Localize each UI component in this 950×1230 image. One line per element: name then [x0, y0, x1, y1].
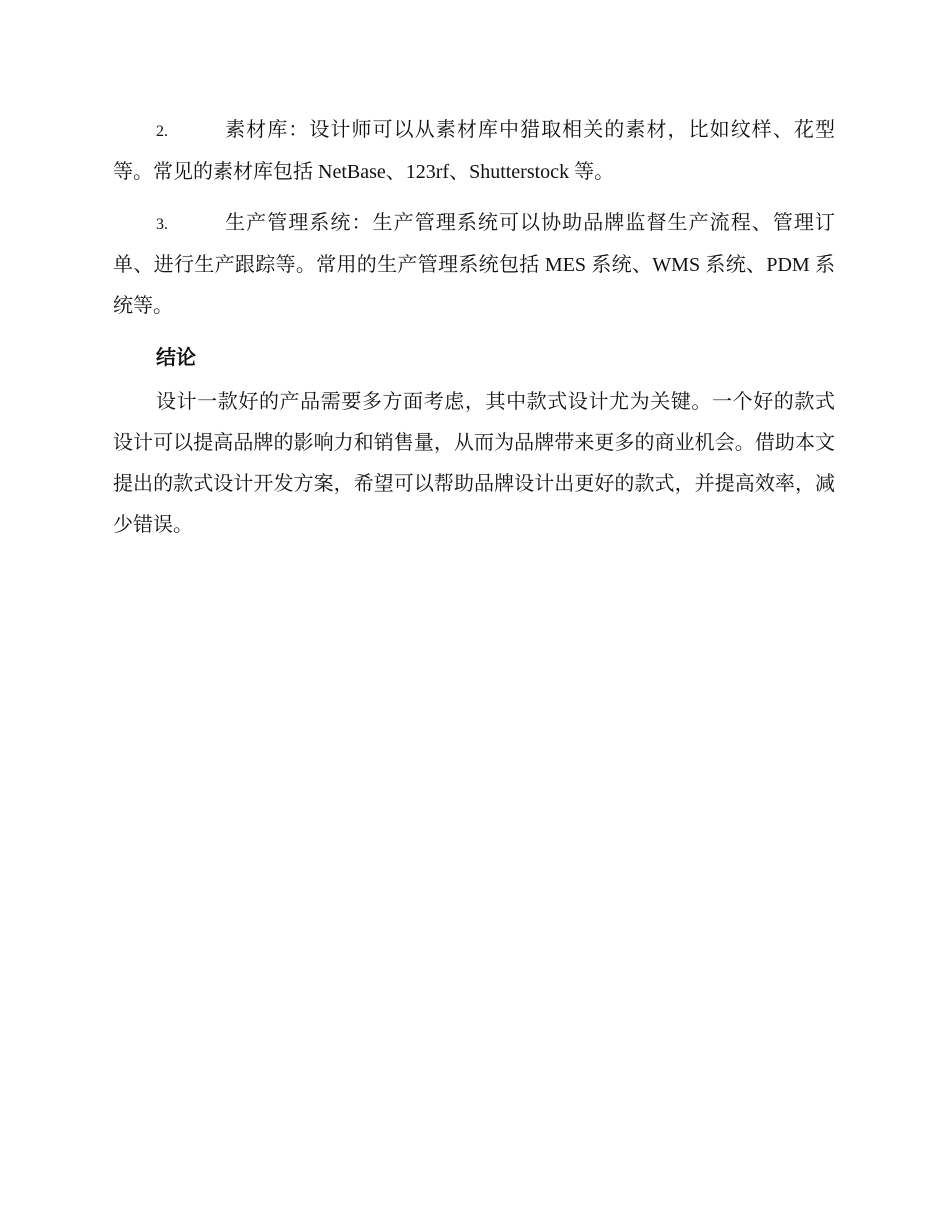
list-item-text: 素材库：设计师可以从素材库中猎取相关的素材，比如纹样、花型等。常见的素材库包括 NetBase、123rf、Shutterstock 等。 — [113, 119, 835, 183]
conclusion-paragraph: 设计一款好的产品需要多方面考虑，其中款式设计尤为关键。一个好的款式设计可以提高品牌的影响力和销售量，从而为品牌带来更多的商业机会。借助本文提出的款式设计开发方案，希望可以帮助品牌设计出更好的款式，并提高效率，减少错误。 — [113, 391, 835, 536]
document-content — [113, 110, 835, 546]
list-number: 2. — [156, 123, 168, 140]
list-number: 3. — [156, 216, 168, 233]
list-item-material-library — [113, 110, 835, 193]
section-heading-conclusion: 结论 — [156, 345, 196, 369]
list-item-text: 生产管理系统：生产管理系统可以协助品牌监督生产流程、管理订单、进行生产跟踪等。常用的生产管理系统包括 MES 系统、WMS 系统、PDM 系统等。 — [113, 212, 835, 317]
list-item-production-system — [113, 203, 835, 327]
